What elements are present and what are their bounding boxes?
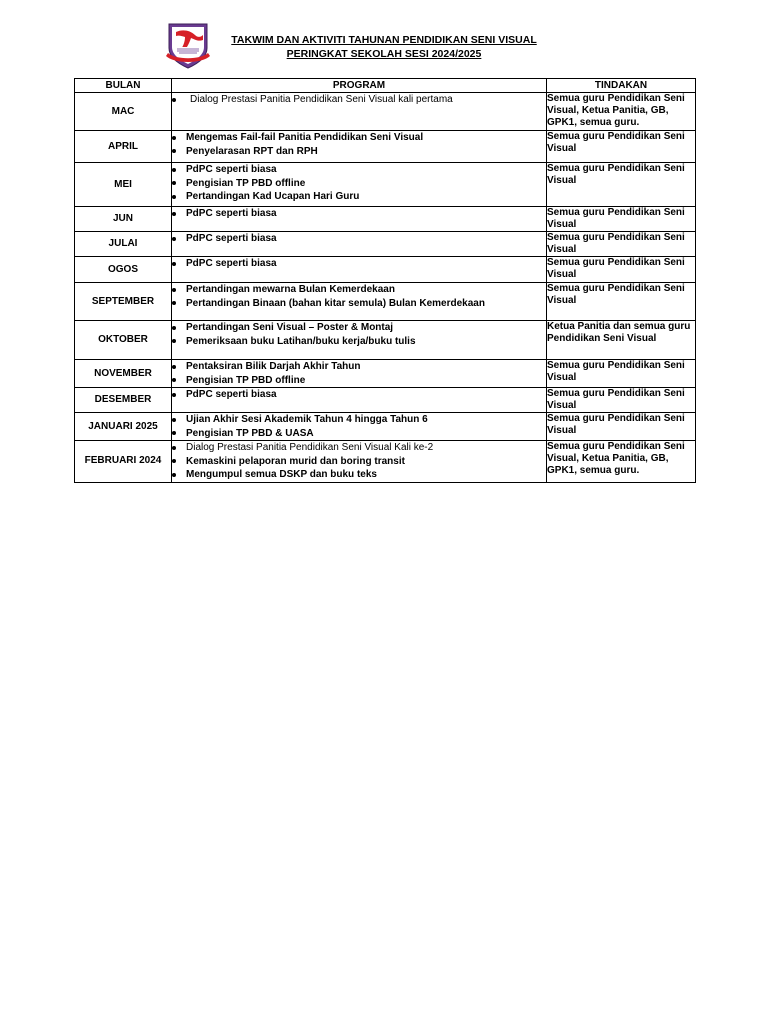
table-row [75,232,696,257]
table-row [75,413,696,441]
title-line-2: PERINGKAT SEKOLAH SESI 2024/2025 [286,48,482,60]
program-item: Pertandingan Binaan (bahan kitar semula) Bulan Kemerdekaan [172,297,546,311]
program-item: Pertandingan mewarna Bulan Kemerdekaan [172,283,546,297]
program-cell [172,360,547,388]
table-row [75,388,696,413]
program-cell [172,321,547,360]
program-item: PdPC seperti biasa [172,257,546,271]
action-cell: Semua guru Pendidikan Seni Visual [547,283,696,321]
program-cell [172,388,547,413]
table-row [75,131,696,163]
program-item: Penyelarasan RPT dan RPH [172,145,546,159]
program-cell [172,232,547,257]
table-row [75,93,696,131]
program-item: Dialog Prestasi Panitia Pendidikan Seni Visual Kali ke-2 [172,441,546,455]
action-cell: Semua guru Pendidikan Seni Visual [547,131,696,163]
month-cell: NOVEMBER [75,360,172,388]
program-item: Pengisian TP PBD & UASA [172,427,546,441]
month-cell: FEBRUARI 2024 [75,441,172,483]
program-item: Pengisian TP PBD offline [172,177,546,191]
title-line-1: TAKWIM DAN AKTIVITI TAHUNAN PENDIDIKAN SENI VISUAL [231,34,537,46]
month-cell: JULAI [75,232,172,257]
action-cell: Semua guru Pendidikan Seni Visual [547,232,696,257]
program-item: PdPC seperti biasa [172,232,546,246]
month-cell: MEI [75,163,172,207]
table-row [75,360,696,388]
column-header-program: PROGRAM [172,79,547,93]
table-row [75,257,696,283]
month-cell: OGOS [75,257,172,283]
column-header-bulan: BULAN [75,79,172,93]
program-cell [172,283,547,321]
action-cell: Semua guru Pendidikan Seni Visual [547,388,696,413]
action-cell: Semua guru Pendidikan Seni Visual [547,360,696,388]
program-item: Ujian Akhir Sesi Akademik Tahun 4 hingga Tahun 6 [172,413,546,427]
table-header-row [75,79,696,93]
program-item: Pertandingan Kad Ucapan Hari Guru [172,190,546,204]
column-header-tindakan: TINDAKAN [547,79,696,93]
action-cell: Semua guru Pendidikan Seni Visual, Ketua Panitia, GB, GPK1, semua guru. [547,93,696,131]
program-item: Kemaskini pelaporan murid dan boring transit [172,455,546,469]
action-cell: Semua guru Pendidikan Seni Visual [547,207,696,232]
program-item: Pertandingan Seni Visual – Poster & Montaj [172,321,546,335]
program-item: PdPC seperti biasa [172,163,546,177]
month-cell: JANUARI 2025 [75,413,172,441]
document-title [200,33,568,61]
program-cell [172,207,547,232]
table-row [75,163,696,207]
program-item: Mengemas Fail-fail Panitia Pendidikan Seni Visual [172,131,546,145]
activity-calendar-table [74,78,696,483]
month-cell: MAC [75,93,172,131]
program-cell [172,93,547,131]
program-cell [172,441,547,483]
program-cell [172,163,547,207]
table-row [75,321,696,360]
program-item: Pengisian TP PBD offline [172,374,546,388]
program-cell [172,413,547,441]
month-cell: DESEMBER [75,388,172,413]
table-row [75,207,696,232]
program-item: Pemeriksaan buku Latihan/buku kerja/buku tulis [172,335,546,349]
action-cell: Semua guru Pendidikan Seni Visual [547,257,696,283]
table-row [75,283,696,321]
action-cell: Semua guru Pendidikan Seni Visual [547,163,696,207]
program-item: Dialog Prestasi Panitia Pendidikan Seni Visual kali pertama [172,93,546,107]
program-cell [172,131,547,163]
month-cell: OKTOBER [75,321,172,360]
table-row [75,441,696,483]
program-item: PdPC seperti biasa [172,207,546,221]
program-item: Pentaksiran Bilik Darjah Akhir Tahun [172,360,546,374]
action-cell: Ketua Panitia dan semua guru Pendidikan Seni Visual [547,321,696,360]
program-item: PdPC seperti biasa [172,388,546,402]
month-cell: APRIL [75,131,172,163]
program-item: Mengumpul semua DSKP dan buku teks [172,468,546,482]
month-cell: SEPTEMBER [75,283,172,321]
program-cell [172,257,547,283]
action-cell: Semua guru Pendidikan Seni Visual [547,413,696,441]
month-cell: JUN [75,207,172,232]
action-cell: Semua guru Pendidikan Seni Visual, Ketua Panitia, GB, GPK1, semua guru. [547,441,696,483]
